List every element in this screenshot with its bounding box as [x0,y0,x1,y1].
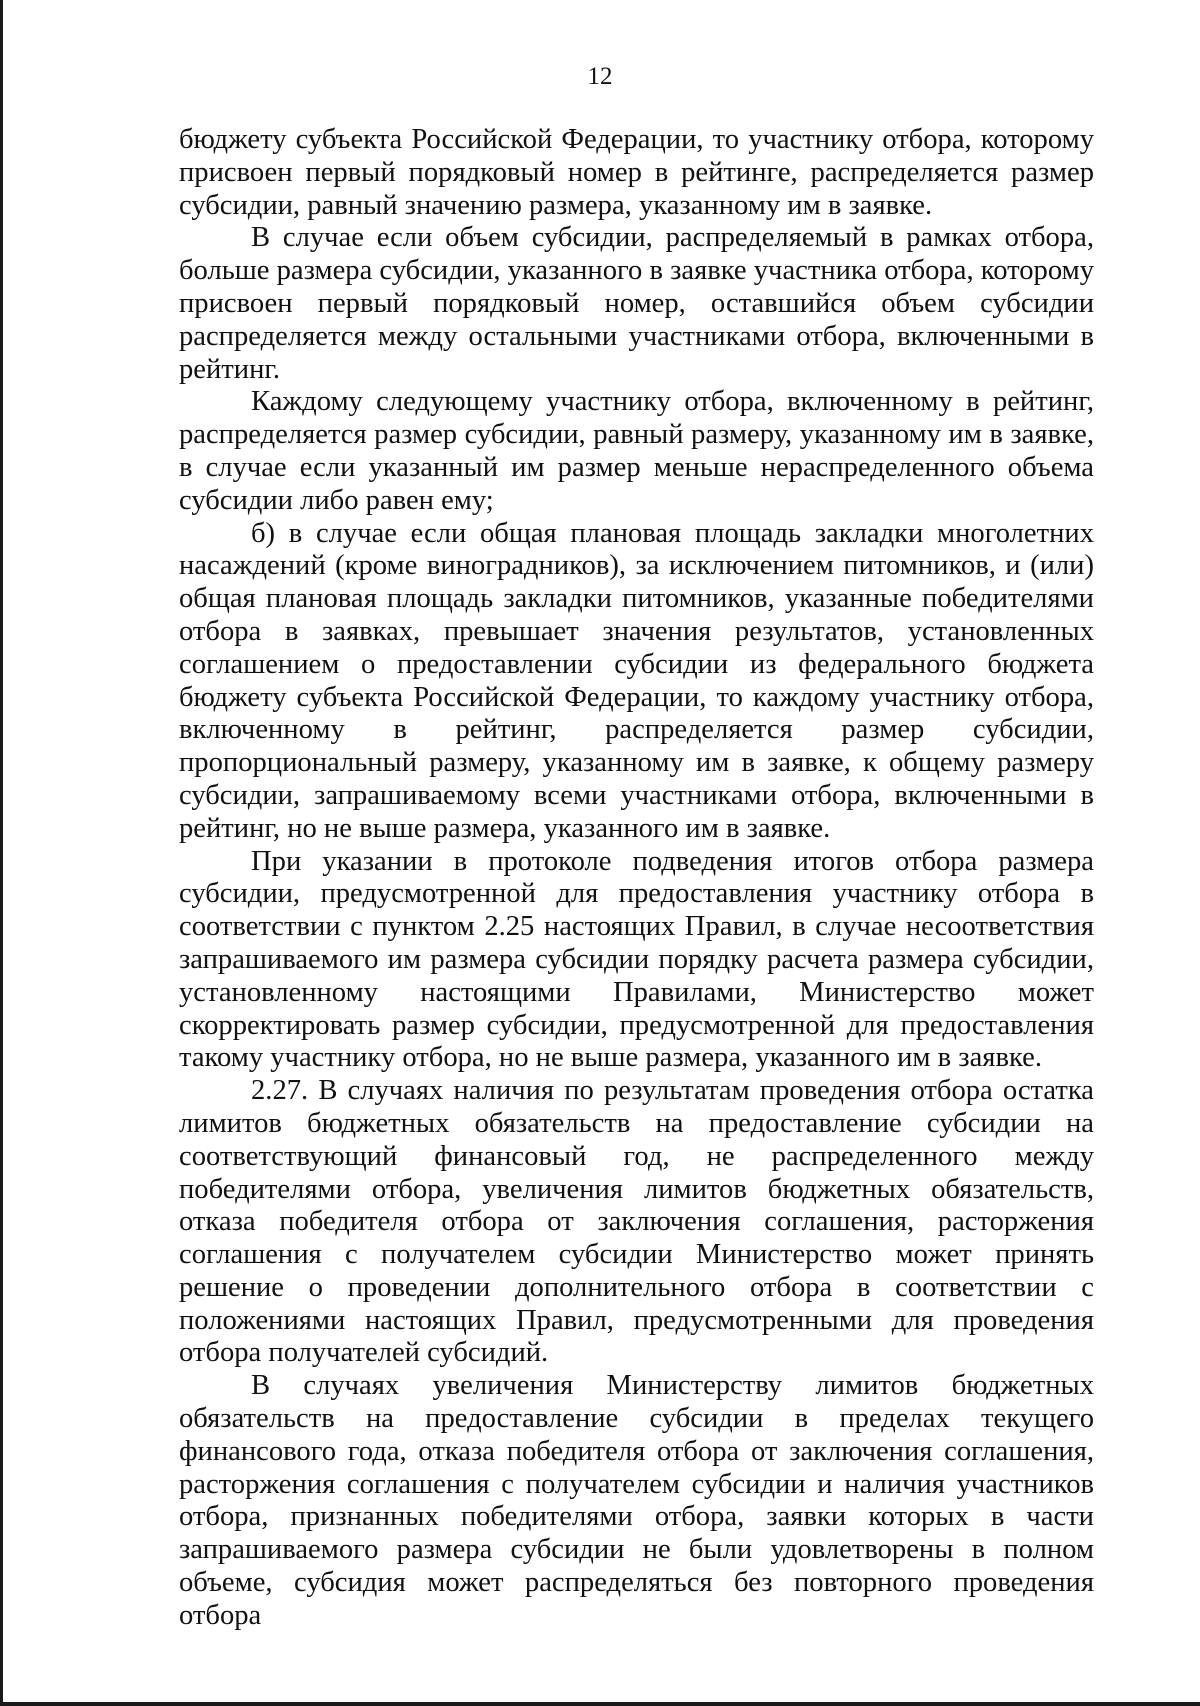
scan-edge-bottom [0,1702,1200,1706]
paragraph-6: 2.27. В случаях наличия по результатам проведения отбора остатка лимитов бюджетных обязательств на предоставление субсидии на соответствующий финансовый год, не распределенного между победителями отбора, увеличения лимитов бюджетных обязательств, отказа победителя отбора от заключения соглашения, расторжения соглашения с получателем субсидии Министерство может принять решение о проведении дополнительного отбора в соответствии с положениями настоящих Правил, предусмотренными для проведения отбора получателей субсидий. [179,1075,1094,1369]
paragraph-2: В случае если объем субсидии, распределяемый в рамках отбора, больше размера субсидии, указанного в заявке участника отбора, которому присвоен первый порядковый номер, оставшийся объем субсидии распределяется между остальными участниками отбора, включенными в рейтинг. [179,222,1094,385]
paragraph-3: Каждому следующему участнику отбора, включенному в рейтинг, распределяется размер субсидии, равный размеру, указанному им в заявке, в случае если указанный им размер меньше нераспределенного объема субсидии либо равен ему; [179,386,1094,516]
paragraph-7: В случаях увеличения Министерству лимитов бюджетных обязательств на предоставление субсидии в пределах текущего финансового года, отказа победителя отбора от заключения соглашения, расторжения соглашения с получателем субсидии и наличия участников отбора, признанных победителями отбора, заявки которых в части запрашиваемого размера субсидии не были удовлетворены в полном объеме, субсидия может распределяться без повторного проведения отбора [179,1370,1094,1631]
paragraph-1: бюджету субъекта Российской Федерации, то участнику отбора, которому присвоен первый порядковый номер в рейтинге, распределяется размер субсидии, равный значению размера, указанному им в заявке. [179,124,1094,221]
paragraph-4: б) в случае если общая плановая площадь закладки многолетних насаждений (кроме виноградников), за исключением питомников, и (или) общая плановая площадь закладки питомников, указанные победителями отбора в заявках, превышает значения результатов, установленных соглашением о предоставлении субсидии из федерального бюджета бюджету субъекта Российской Федерации, то каждому участнику отбора, включенному в рейтинг, распределяется размер субсидии, пропорциональный размеру, указанному им в заявке, к общему размеру субсидии, запрашиваемому всеми участниками отбора, включенными в рейтинг, но не выше размера, указанного им в заявке. [179,517,1094,844]
scan-edge-left [0,0,3,1706]
paragraph-5: При указании в протоколе подведения итогов отбора размера субсидии, предусмотренной для предоставления участнику отбора в соответствии с пунктом 2.25 настоящих Правил, в случае несоответствия запрашиваемого им размера субсидии порядку расчета размера субсидии, установленному настоящими Правилами, Министерство может скорректировать размер субсидии, предусмотренной для предоставления такому участнику отбора, но не выше размера, указанного им в заявке. [179,845,1094,1074]
page-number: 12 [587,63,613,90]
document-body [179,124,1094,1633]
